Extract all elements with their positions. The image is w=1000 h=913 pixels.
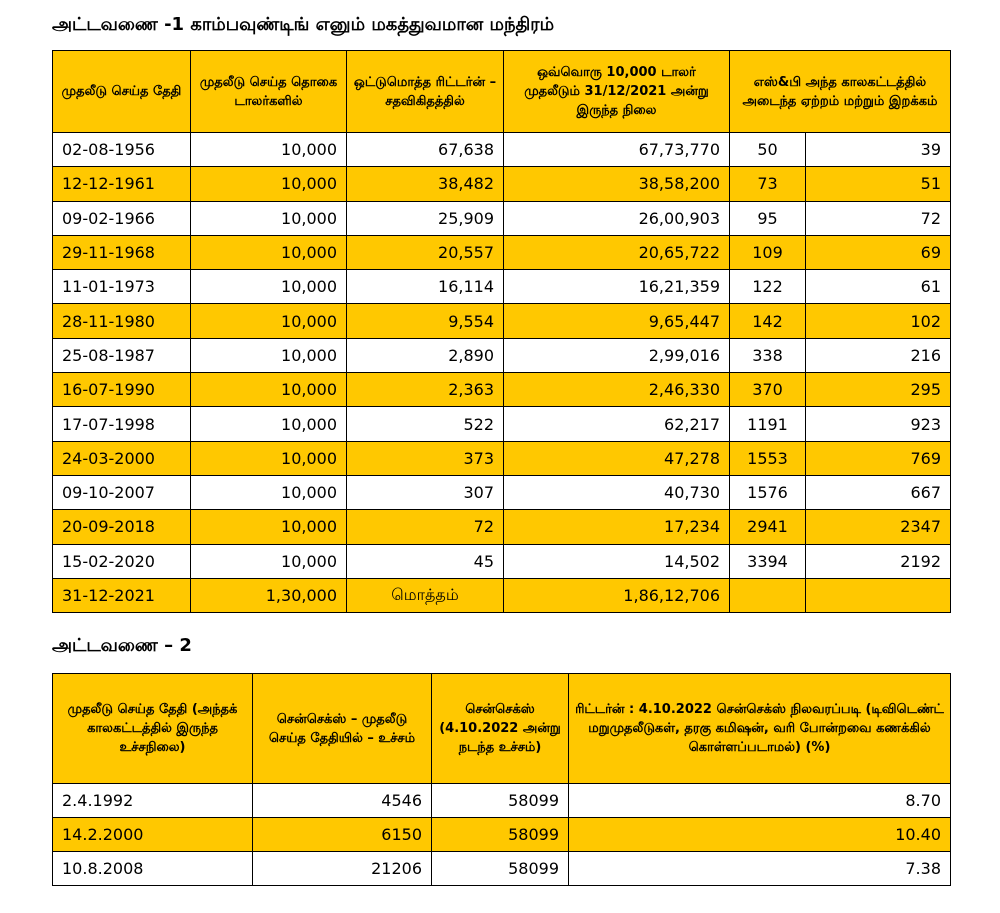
return-cell: 45 [347,544,504,578]
value-cell: 20,65,722 [504,235,730,269]
header-value-on-date: ஒவ்வொரு 10,000 டாலர் முதலீடும் 31/12/2021 அன்று இருந்த நிலை [504,51,730,133]
table1-title: அட்டவணை -1 காம்பவுண்டிங் எனும் மகத்துவமான மந்திரம் [52,14,555,35]
sp-down-cell [806,578,951,612]
return-cell: 67,638 [347,133,504,167]
amount-cell: 10,000 [191,201,347,235]
amount-cell: 1,30,000 [191,578,347,612]
date-cell: 02-08-1956 [53,133,191,167]
date-cell: 24-03-2000 [53,441,191,475]
t2-return-cell: 10.40 [569,818,951,852]
date-cell: 25-08-1987 [53,338,191,372]
t2-return-cell: 7.38 [569,852,951,886]
sp-down-cell: 39 [806,133,951,167]
table2-header-row [53,674,951,784]
amount-cell: 10,000 [191,373,347,407]
return-cell: மொத்தம் [347,578,504,612]
return-cell: 9,554 [347,304,504,338]
value-cell: 16,21,359 [504,270,730,304]
sp-down-cell: 72 [806,201,951,235]
return-cell: 38,482 [347,167,504,201]
value-cell: 38,58,200 [504,167,730,201]
t2-sensex-now-cell: 58099 [432,818,569,852]
sp-down-cell: 2192 [806,544,951,578]
date-cell: 29-11-1968 [53,235,191,269]
amount-cell: 10,000 [191,304,347,338]
sp-up-cell: 3394 [730,544,806,578]
date-cell: 20-09-2018 [53,510,191,544]
date-cell: 09-10-2007 [53,475,191,509]
sp-down-cell: 2347 [806,510,951,544]
return-cell: 2,890 [347,338,504,372]
t2-date-cell: 14.2.2000 [53,818,253,852]
t2-sensex-now-cell: 58099 [432,784,569,818]
value-cell: 14,502 [504,544,730,578]
sp-up-cell: 73 [730,167,806,201]
sp-down-cell: 295 [806,373,951,407]
table1-header-row [53,51,951,133]
value-cell: 2,99,016 [504,338,730,372]
sp-up-cell: 1576 [730,475,806,509]
sp-down-cell: 51 [806,167,951,201]
amount-cell: 10,000 [191,510,347,544]
return-cell: 2,363 [347,373,504,407]
sp-down-cell: 923 [806,407,951,441]
sp-down-cell: 216 [806,338,951,372]
compounding-table [52,50,951,613]
return-cell: 25,909 [347,201,504,235]
table-row [53,201,951,235]
sp-up-cell: 109 [730,235,806,269]
date-cell: 31-12-2021 [53,578,191,612]
value-cell: 9,65,447 [504,304,730,338]
date-cell: 16-07-1990 [53,373,191,407]
sp-up-cell: 142 [730,304,806,338]
header-t2-sensex-now: சென்செக்ஸ் (4.10.2022 அன்று நடந்த உச்சம்) [432,674,569,784]
header-t2-sensex-then: சென்செக்ஸ் – முதலீடு செய்த தேதியில் – உச்சம் [253,674,432,784]
sp-down-cell: 667 [806,475,951,509]
sp-down-cell: 69 [806,235,951,269]
table-row [53,510,951,544]
date-cell: 15-02-2020 [53,544,191,578]
value-cell: 40,730 [504,475,730,509]
t2-sensex-then-cell: 6150 [253,818,432,852]
t2-date-cell: 2.4.1992 [53,784,253,818]
t2-date-cell: 10.8.2008 [53,852,253,886]
amount-cell: 10,000 [191,475,347,509]
sp-up-cell: 1191 [730,407,806,441]
sp-down-cell: 61 [806,270,951,304]
sensex-table [52,673,951,886]
return-cell: 16,114 [347,270,504,304]
sp-up-cell: 122 [730,270,806,304]
t2-sensex-now-cell: 58099 [432,852,569,886]
return-cell: 72 [347,510,504,544]
sp-up-cell: 338 [730,338,806,372]
amount-cell: 10,000 [191,167,347,201]
amount-cell: 10,000 [191,235,347,269]
amount-cell: 10,000 [191,407,347,441]
sp-down-cell: 102 [806,304,951,338]
date-cell: 28-11-1980 [53,304,191,338]
table2-title: அட்டவணை – 2 [52,635,192,656]
table-row [53,270,951,304]
sp-down-cell: 769 [806,441,951,475]
value-cell: 47,278 [504,441,730,475]
t2-return-cell: 8.70 [569,784,951,818]
amount-cell: 10,000 [191,441,347,475]
table-row [53,235,951,269]
sp-up-cell: 370 [730,373,806,407]
value-cell: 26,00,903 [504,201,730,235]
table-row [53,818,951,852]
return-cell: 20,557 [347,235,504,269]
header-invest-date: முதலீடு செய்த தேதி [53,51,191,133]
table-row [53,441,951,475]
header-invest-amount: முதலீடு செய்த தொகை டாலர்களில் [191,51,347,133]
table-row [53,784,951,818]
table-row [53,167,951,201]
return-cell: 522 [347,407,504,441]
value-cell: 1,86,12,706 [504,578,730,612]
date-cell: 11-01-1973 [53,270,191,304]
table-row [53,304,951,338]
return-cell: 307 [347,475,504,509]
value-cell: 62,217 [504,407,730,441]
amount-cell: 10,000 [191,133,347,167]
t2-sensex-then-cell: 21206 [253,852,432,886]
table-row [53,373,951,407]
amount-cell: 10,000 [191,338,347,372]
sp-up-cell: 2941 [730,510,806,544]
table-row [53,338,951,372]
table-row [53,852,951,886]
table-row [53,133,951,167]
value-cell: 67,73,770 [504,133,730,167]
header-sp-ups-downs: எஸ்&பி அந்த காலகட்டத்தில் அடைந்த ஏற்றம் மற்றும் இறக்கம் [730,51,951,133]
table-row [53,475,951,509]
sp-up-cell: 50 [730,133,806,167]
date-cell: 17-07-1998 [53,407,191,441]
value-cell: 17,234 [504,510,730,544]
return-cell: 373 [347,441,504,475]
header-t2-return: ரிட்டர்ன் : 4.10.2022 சென்செக்ஸ் நிலவரப்படி (டிவிடெண்ட் மறுமுதலீடுகள், தரகு கமிஷன், வரி போன்றவை கணக்கில் கொள்ளப்படாமல்) (%) [569,674,951,784]
header-t2-invest-date: முதலீடு செய்த தேதி (அந்தக் காலகட்டத்தில் இருந்த உச்சநிலை) [53,674,253,784]
date-cell: 09-02-1966 [53,201,191,235]
sp-up-cell [730,578,806,612]
header-total-return: ஒட்டுமொத்த ரிட்டர்ன் – சதவிகிதத்தில் [347,51,504,133]
table-row [53,407,951,441]
amount-cell: 10,000 [191,270,347,304]
value-cell: 2,46,330 [504,373,730,407]
date-cell: 12-12-1961 [53,167,191,201]
sp-up-cell: 95 [730,201,806,235]
table-row [53,544,951,578]
sp-up-cell: 1553 [730,441,806,475]
total-row [53,578,951,612]
amount-cell: 10,000 [191,544,347,578]
t2-sensex-then-cell: 4546 [253,784,432,818]
